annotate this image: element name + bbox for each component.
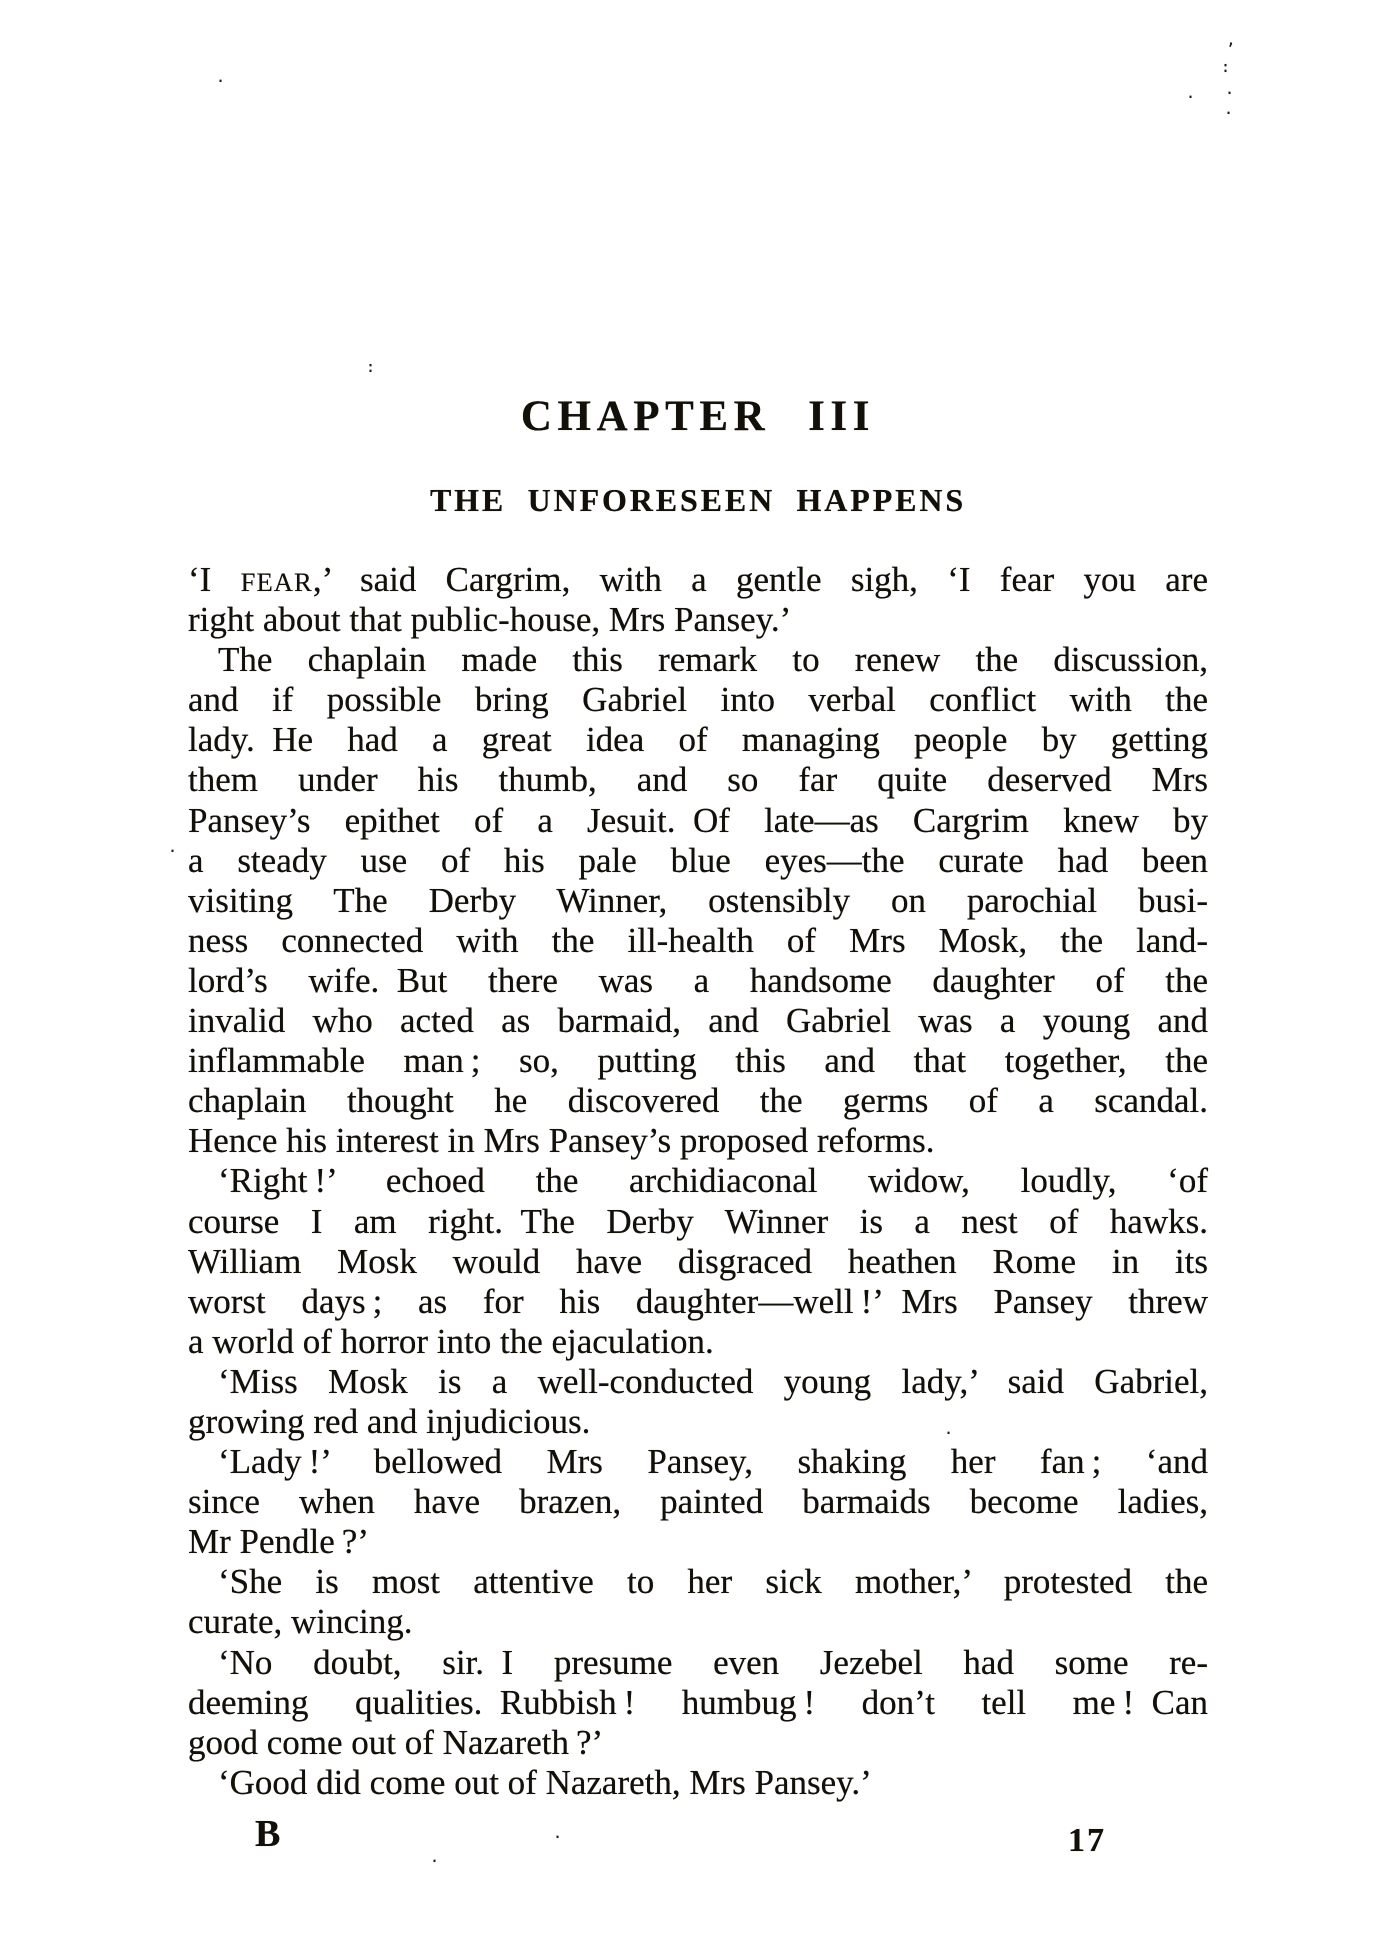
text-line: visiting The Derby Winner, ostensibly on parochial busi- bbox=[188, 880, 1208, 920]
text-line: ‘Miss Mosk is a well-conducted young lady,’ said Gabriel, bbox=[218, 1361, 1208, 1401]
text-line: good come out of Nazareth ?’ bbox=[188, 1722, 604, 1762]
text-line: lord’s wife. But there was a handsome daughter of the bbox=[188, 960, 1208, 1000]
ink-speck: . bbox=[1225, 80, 1235, 98]
ink-speck: . bbox=[1224, 100, 1234, 118]
text-line: and if possible bring Gabriel into verbal conflict with the bbox=[188, 680, 1208, 720]
text-line: ‘She is most attentive to her sick mother,’ protested the bbox=[218, 1562, 1208, 1602]
text-line: right about that public-house, Mrs Pansey.’ bbox=[188, 600, 792, 640]
small-caps-text: FEAR bbox=[240, 567, 313, 597]
text-line: Mr Pendle ?’ bbox=[188, 1522, 369, 1562]
page-number: 17 bbox=[1068, 1822, 1106, 1859]
text-line: The chaplain made this remark to renew the discussion, bbox=[218, 640, 1208, 680]
text-line: worst days ; as for his daughter—well !’ Mrs Pansey threw bbox=[188, 1281, 1208, 1321]
text-line: a steady use of his pale blue eyes—the curate had been bbox=[188, 840, 1208, 880]
ink-speck: : bbox=[366, 358, 376, 376]
ink-speck: . bbox=[168, 838, 178, 856]
text-line: since when have brazen, painted barmaids become ladies, bbox=[188, 1482, 1208, 1522]
ink-speck: . bbox=[430, 1848, 440, 1866]
ink-speck: . bbox=[553, 1824, 563, 1842]
text-line: ‘Lady !’ bellowed Mrs Pansey, shaking her fan ; ‘and bbox=[218, 1442, 1208, 1482]
text-line bbox=[188, 560, 1208, 600]
text-run: ‘I bbox=[188, 560, 241, 599]
text-line: invalid who acted as barmaid, and Gabriel was a young and bbox=[188, 1001, 1208, 1041]
text-line: lady. He had a great idea of managing people by getting bbox=[188, 720, 1208, 760]
text-line: a world of horror into the ejaculation. bbox=[188, 1321, 714, 1361]
text-run: ,’ said Cargrim, with a gentle sigh, ‘I fear you are bbox=[312, 560, 1208, 599]
ink-speck: : bbox=[1221, 58, 1231, 76]
ink-speck: . bbox=[1186, 84, 1196, 102]
text-line: curate, wincing. bbox=[188, 1602, 413, 1642]
text-line: them under his thumb, and so far quite deserved Mrs bbox=[188, 760, 1208, 800]
chapter-heading: CHAPTER III bbox=[520, 393, 876, 440]
body-text bbox=[188, 560, 1208, 1803]
text-line: Hence his interest in Mrs Pansey’s proposed reforms. bbox=[188, 1121, 935, 1161]
ink-speck: . bbox=[944, 1420, 954, 1438]
chapter-subtitle: THE UNFORESEEN HAPPENS bbox=[429, 482, 967, 518]
text-line: William Mosk would have disgraced heathen Rome in its bbox=[188, 1241, 1208, 1281]
text-line: course I am right. The Derby Winner is a nest of hawks. bbox=[188, 1201, 1208, 1241]
text-line: inflammable man ; so, putting this and that together, the bbox=[188, 1041, 1208, 1081]
printer-signature: B bbox=[255, 1813, 281, 1855]
text-line: deeming qualities. Rubbish ! humbug ! don’t tell me ! Can bbox=[188, 1682, 1208, 1722]
text-line: ‘Good did come out of Nazareth, Mrs Pansey.’ bbox=[218, 1762, 872, 1802]
text-line: growing red and injudicious. bbox=[188, 1401, 591, 1441]
text-line: ‘Right !’ echoed the archidiaconal widow, loudly, ‘of bbox=[218, 1161, 1208, 1201]
text-line: chaplain thought he discovered the germs of a scandal. bbox=[188, 1081, 1208, 1121]
text-line: ‘No doubt, sir. I presume even Jezebel had some re- bbox=[218, 1642, 1208, 1682]
text-line: Pansey’s epithet of a Jesuit. Of late—as Cargrim knew by bbox=[188, 800, 1208, 840]
ink-speck: . bbox=[216, 68, 226, 86]
ink-speck: ’ bbox=[1226, 40, 1236, 58]
text-line: ness connected with the ill-health of Mrs Mosk, the land- bbox=[188, 920, 1208, 960]
